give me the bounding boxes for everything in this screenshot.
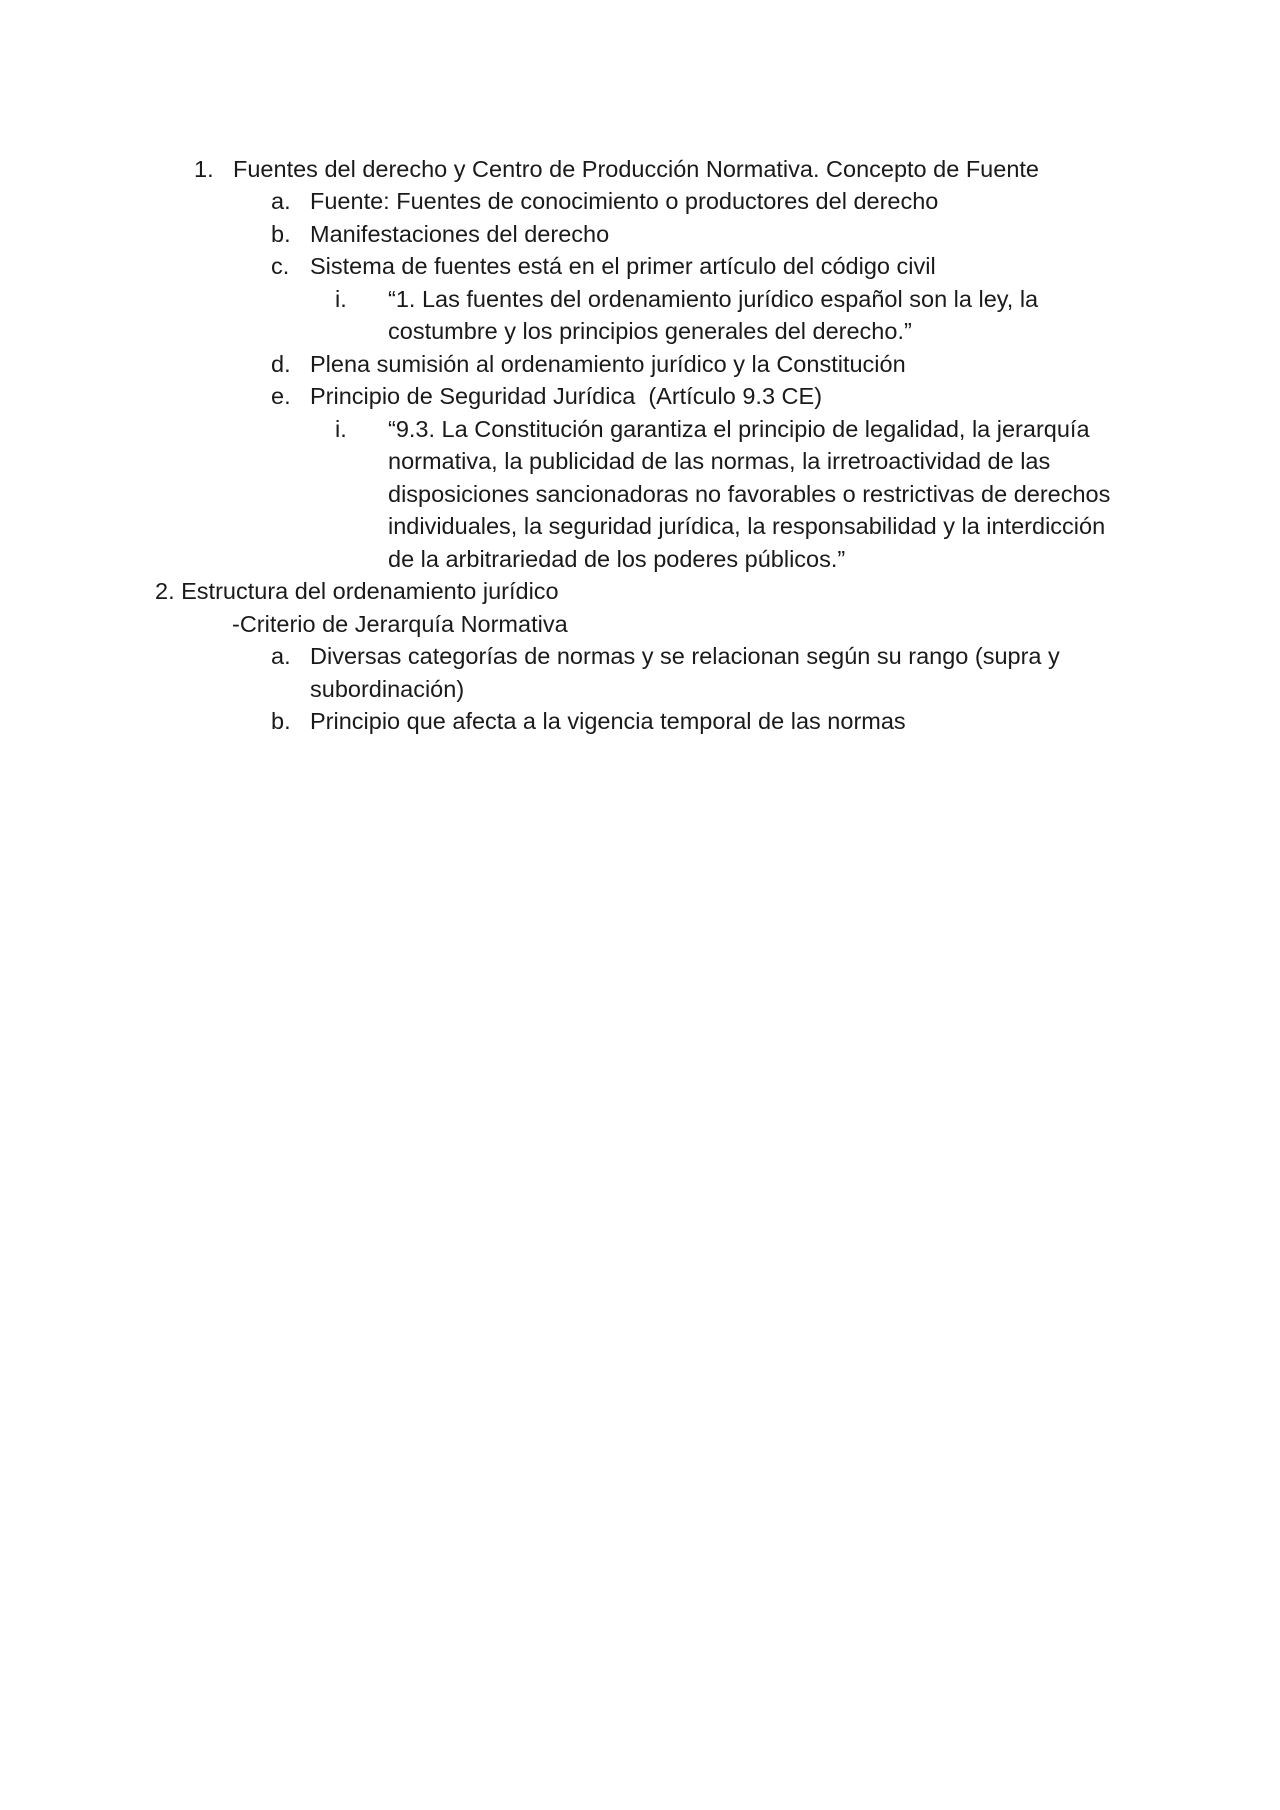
item-2a-line-2: subordinación) xyxy=(310,676,465,702)
item-1e-text: Principio de Seguridad Jurídica (Artículo 9.3 CE) xyxy=(310,383,823,409)
item-1ei-line-4: individuales, la seguridad jurídica, la responsabilidad y la interdicción xyxy=(388,513,1106,539)
item-1d-text: Plena sumisión al ordenamiento jurídico y la Constitución xyxy=(310,351,906,377)
item-2a-marker: a. xyxy=(271,643,291,669)
item-1d-marker: d. xyxy=(271,351,291,377)
item-1ei-line-5: de la arbitrariedad de los poderes públicos.” xyxy=(388,546,846,572)
item-1ci-line-1: “1. Las fuentes del ordenamiento jurídico español son la ley, la xyxy=(388,286,1039,312)
item-1ei-line-2: normativa, la publicidad de las normas, la irretroactividad de las xyxy=(388,448,1051,474)
item-1ci-marker: i. xyxy=(335,286,347,312)
item-1c-text: Sistema de fuentes está en el primer artículo del código civil xyxy=(310,253,936,279)
item-1-number: 1. xyxy=(194,156,214,182)
item-1ei-line-1: “9.3. La Constitución garantiza el principio de legalidad, la jerarquía xyxy=(388,416,1090,442)
item-1ei-line-3: disposiciones sancionadoras no favorables o restrictivas de derechos xyxy=(388,481,1111,507)
item-1a-marker: a. xyxy=(271,188,291,214)
item-1e-marker: e. xyxy=(271,383,291,409)
item-2b-text: Principio que afecta a la vigencia temporal de las normas xyxy=(310,708,906,734)
item-1ei-marker: i. xyxy=(335,416,347,442)
item-1-heading: Fuentes del derecho y Centro de Producción Normativa. Concepto de Fuente xyxy=(233,156,1039,182)
item-1b-marker: b. xyxy=(271,221,291,247)
item-1b-text: Manifestaciones del derecho xyxy=(310,221,610,247)
item-1c-marker: c. xyxy=(271,253,290,279)
item-2b-marker: b. xyxy=(271,708,291,734)
item-2a-line-1: Diversas categorías de normas y se relacionan según su rango (supra y xyxy=(310,643,1060,669)
item-1a-text: Fuente: Fuentes de conocimiento o productores del derecho xyxy=(310,188,939,214)
item-1ci-line-2: costumbre y los principios generales del derecho.” xyxy=(388,318,912,344)
item-2-heading: 2. Estructura del ordenamiento jurídico xyxy=(155,578,559,604)
item-2-criterion: -Criterio de Jerarquía Normativa xyxy=(232,611,568,637)
